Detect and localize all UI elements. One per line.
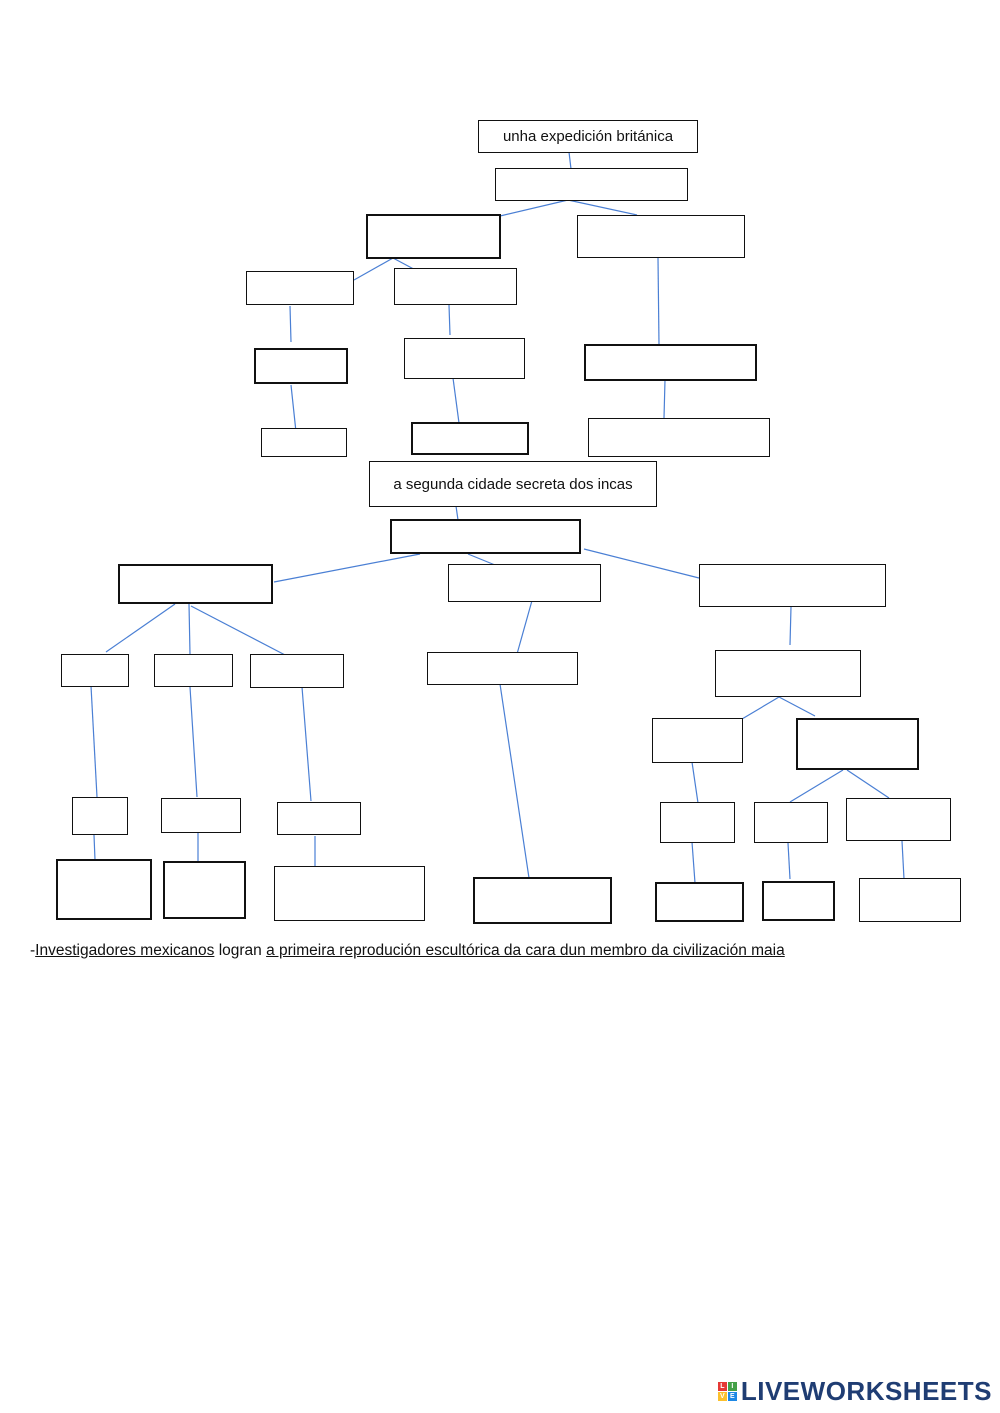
map2-answer-box-1[interactable]	[390, 519, 581, 554]
map2-root-text: a segunda cidade secreta dos incas	[393, 475, 633, 493]
sentence-object: a primeira reprodución escultórica da cara dun membro da civilización maia	[266, 942, 785, 959]
map2-answer-box-2[interactable]	[118, 564, 273, 604]
map1-answer-box-6[interactable]	[254, 348, 348, 384]
map2-answer-box-18[interactable]	[56, 859, 152, 920]
map2-answer-box-8[interactable]	[427, 652, 578, 685]
map2-answer-box-3[interactable]	[448, 564, 601, 602]
map2-answer-box-19[interactable]	[163, 861, 246, 919]
liveworksheets-logo	[718, 1376, 992, 1407]
map1-answer-box-10[interactable]	[411, 422, 529, 455]
map2-answer-box-12[interactable]	[72, 797, 128, 835]
map1-answer-box-1[interactable]	[495, 168, 688, 201]
map2-answer-box-21[interactable]	[473, 877, 612, 924]
map2-answer-box-4[interactable]	[699, 564, 886, 607]
map1-answer-box-4[interactable]	[246, 271, 354, 305]
map2-answer-box-22[interactable]	[655, 882, 744, 922]
map1-answer-box-8[interactable]	[584, 344, 757, 381]
example-sentence	[30, 942, 785, 960]
sentence-verb: logran	[214, 942, 267, 959]
map2-answer-box-10[interactable]	[652, 718, 743, 763]
map2-root-box	[369, 461, 657, 507]
map1-answer-box-7[interactable]	[404, 338, 525, 379]
map2-answer-box-5[interactable]	[61, 654, 129, 687]
map2-answer-box-24[interactable]	[859, 878, 961, 922]
map1-root-box	[478, 120, 698, 153]
map2-answer-box-17[interactable]	[846, 798, 951, 841]
sentence-dash: -	[30, 942, 36, 959]
badge-letter-2: I	[728, 1382, 737, 1391]
map2-answer-box-13[interactable]	[161, 798, 241, 833]
map1-answer-box-11[interactable]	[588, 418, 770, 457]
map2-answer-box-23[interactable]	[762, 881, 835, 921]
sentence-subject: Investigadores mexicanos	[35, 942, 215, 959]
map2-answer-box-7[interactable]	[250, 654, 344, 688]
badge-letter-1: L	[718, 1382, 727, 1391]
logo-text: LIVEWORKSHEETS	[740, 1376, 992, 1406]
map1-root-text: unha expedición británica	[502, 128, 674, 145]
map1-answer-box-5[interactable]	[394, 268, 517, 305]
map2-answer-box-9[interactable]	[715, 650, 861, 697]
logo-badge-icon	[718, 1382, 737, 1401]
map1-answer-box-9[interactable]	[261, 428, 347, 457]
map2-answer-box-11[interactable]	[796, 718, 919, 770]
map2-answer-box-14[interactable]	[277, 802, 361, 835]
badge-letter-3: V	[718, 1392, 727, 1401]
map2-answer-box-15[interactable]	[660, 802, 735, 843]
map1-answer-box-3[interactable]	[577, 215, 745, 258]
map2-answer-box-6[interactable]	[154, 654, 233, 687]
map1-answer-box-2[interactable]	[366, 214, 501, 259]
badge-letter-4: E	[728, 1392, 737, 1401]
map2-answer-box-20[interactable]	[274, 866, 425, 921]
map2-answer-box-16[interactable]	[754, 802, 828, 843]
